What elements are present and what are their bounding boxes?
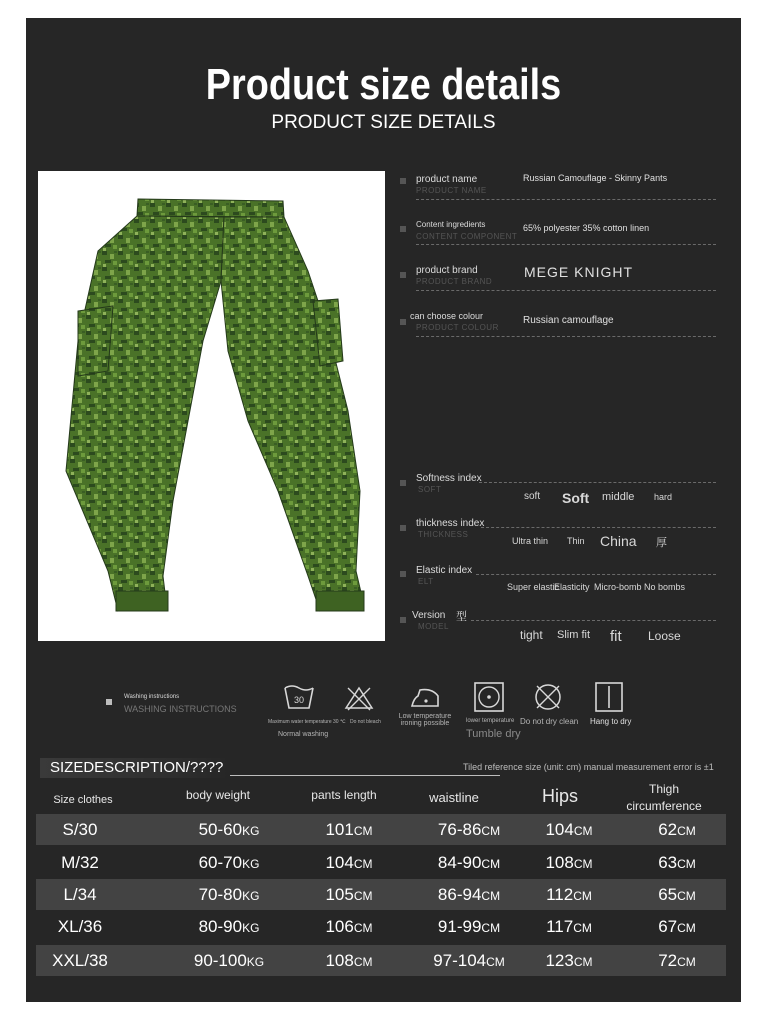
cell-unit: CM — [481, 921, 501, 935]
table-row — [36, 911, 726, 942]
cell-value: 72 — [658, 951, 678, 970]
col-header-circumference: circumference — [626, 799, 702, 813]
cell-value: XXL/38 — [52, 951, 108, 970]
elastic-option-selected: Micro-bomb — [594, 582, 642, 592]
index-label: Version — [412, 610, 446, 621]
washing-text: lower temperature — [466, 718, 515, 724]
bullet — [400, 272, 406, 278]
spec-label: product name — [416, 174, 478, 185]
divider — [416, 199, 716, 200]
bullet — [400, 571, 406, 577]
cell-value: 112 — [546, 885, 574, 904]
table-cell-thigh — [612, 847, 742, 878]
bullet — [400, 319, 406, 325]
cell-value: M/32 — [61, 853, 99, 872]
table-cell-thigh — [612, 879, 742, 910]
cell-value: 63 — [658, 853, 678, 872]
thickness-option: Thin — [567, 536, 585, 546]
cell-value: 67 — [658, 917, 678, 936]
table-cell-weight — [154, 945, 304, 976]
page-subtitle: PRODUCT SIZE DETAILS — [271, 112, 496, 133]
cell-unit: CM — [353, 921, 373, 935]
table-cell-size — [36, 911, 124, 942]
table-cell-weight — [154, 911, 304, 942]
table-row — [36, 814, 726, 845]
spec-ghost: PRODUCT COLOUR — [416, 323, 499, 332]
bullet — [400, 617, 406, 623]
divider — [479, 482, 716, 483]
cell-value: 65 — [658, 885, 678, 904]
table-cell-thigh — [612, 945, 742, 976]
table-row — [36, 879, 726, 910]
cell-unit: CM — [573, 955, 593, 969]
divider — [476, 574, 716, 575]
cell-unit: CM — [353, 824, 373, 838]
cell-unit: CM — [677, 889, 696, 903]
version-option: tight — [520, 628, 543, 642]
spec-ghost: CONTENT COMPONENT — [416, 232, 518, 241]
washing-text: Normal washing — [278, 731, 329, 738]
cell-value: 60-70 — [198, 853, 243, 872]
divider — [471, 620, 716, 621]
cell-value: L/34 — [63, 885, 97, 904]
cell-value: S/30 — [62, 820, 98, 839]
table-cell-size — [36, 879, 124, 910]
cell-value: 101 — [325, 820, 354, 839]
cell-unit: CM — [573, 921, 592, 935]
spec-ghost: PRODUCT NAME — [416, 186, 487, 195]
softness-option-selected: Soft — [562, 490, 590, 506]
cell-unit: CM — [481, 889, 501, 903]
index-ghost: SOFT — [418, 485, 442, 494]
cell-unit: CM — [353, 955, 373, 969]
cell-value: 104 — [545, 820, 574, 839]
cell-unit: CM — [573, 889, 592, 903]
index-label: Softness index — [416, 473, 482, 484]
do-not-bleach-icon — [342, 684, 376, 714]
cell-unit: CM — [677, 857, 696, 871]
col-header-size: Size clothes — [53, 794, 113, 806]
divider — [416, 244, 716, 245]
cell-value: 91-99 — [437, 917, 482, 936]
col-header-length: pants length — [311, 788, 377, 802]
spec-value-colour: Russian camouflage — [523, 315, 614, 326]
index-label: thickness index — [416, 518, 485, 529]
cell-unit: CM — [573, 857, 593, 871]
index-ghost: MODEL — [418, 622, 449, 631]
cell-value: 105 — [325, 885, 354, 904]
spec-ghost: PRODUCT BRAND — [416, 277, 493, 286]
bullet — [106, 699, 112, 705]
do-not-dry-clean-icon — [531, 682, 565, 712]
iron-low-icon — [408, 682, 442, 712]
table-cell-size — [36, 945, 124, 976]
size-description-bar — [40, 758, 230, 778]
cell-value: 123 — [545, 951, 574, 970]
wash-temperature: 30 — [293, 695, 305, 705]
index-label: Elastic index — [416, 565, 473, 576]
bullet — [400, 226, 406, 232]
washing-text: Do not dry clean — [520, 717, 579, 726]
col-header-hips: Hips — [541, 786, 578, 806]
spec-value-name: Russian Camouflage - Skinny Pants — [523, 173, 668, 183]
cell-value: 108 — [545, 853, 574, 872]
tumble-dry-icon — [472, 682, 506, 712]
table-cell-weight — [154, 879, 304, 910]
cell-value: 106 — [325, 917, 354, 936]
table-row — [36, 945, 726, 976]
spec-label: Content ingredients — [416, 220, 486, 229]
table-row — [36, 847, 726, 878]
bullet — [400, 525, 406, 531]
wash-30-icon — [282, 682, 316, 712]
cell-unit: CM — [677, 955, 696, 969]
elastic-option: No bombs — [644, 582, 686, 592]
version-option-selected: fit — [610, 628, 622, 645]
camouflage-pants-image — [38, 171, 385, 641]
cell-value: 86-94 — [437, 885, 482, 904]
cell-unit: CM — [486, 955, 505, 969]
table-cell-weight — [154, 814, 304, 845]
table-cell-thigh — [612, 814, 742, 845]
cell-unit: CM — [481, 857, 501, 871]
hang-to-dry-icon — [592, 682, 626, 712]
cell-value: 76-86 — [437, 820, 482, 839]
divider — [230, 775, 500, 776]
cell-unit: CM — [353, 857, 373, 871]
spec-label: can choose colour — [410, 311, 484, 321]
washing-text: Low temperature ironing possible — [398, 713, 452, 727]
index-ghost: THICKNESS — [418, 530, 469, 539]
washing-ghost: WASHING INSTRUCTIONS — [124, 704, 237, 714]
thickness-option: 厚 — [656, 537, 667, 549]
product-photo — [38, 171, 385, 641]
cell-unit: KG — [242, 889, 260, 903]
bullet — [400, 178, 406, 184]
spec-label: product brand — [416, 265, 478, 276]
washing-text: Tumble dry — [466, 728, 521, 740]
cell-unit: KG — [242, 857, 260, 871]
version-option: Slim fit — [557, 629, 590, 641]
cell-value: 50-60 — [198, 820, 243, 839]
cell-value: XL/36 — [57, 917, 103, 936]
elastic-option: Super elastic — [507, 582, 560, 592]
size-note: Tiled reference size (unit: cm) manual measurement error is ±1 — [463, 762, 714, 772]
cell-value: 108 — [325, 951, 354, 970]
cell-value: 90-100 — [193, 951, 247, 970]
cell-value: 80-90 — [198, 917, 243, 936]
softness-option: hard — [654, 492, 673, 502]
divider — [416, 336, 716, 337]
cell-value: 104 — [325, 853, 354, 872]
softness-option: soft — [524, 491, 541, 502]
washing-text: Do not bleach — [350, 719, 381, 725]
index-label-extra: 型 — [456, 611, 467, 623]
cell-unit: KG — [246, 955, 265, 969]
divider — [481, 527, 716, 528]
thickness-option: Ultra thin — [512, 536, 549, 546]
cell-value: 84-90 — [437, 853, 482, 872]
col-header-weight: body weight — [185, 788, 251, 802]
cell-unit: CM — [677, 921, 696, 935]
spec-value-brand: MEGE KNIGHT — [524, 264, 634, 280]
table-cell-size — [36, 847, 124, 878]
table-cell-size — [36, 814, 124, 845]
cell-unit: CM — [573, 824, 593, 838]
elastic-option: Elasticity — [554, 582, 590, 592]
washing-text: Hang to dry — [590, 717, 632, 726]
cell-unit: KG — [242, 921, 260, 935]
col-header-waist: waistline — [429, 790, 479, 805]
cell-value: 70-80 — [198, 885, 243, 904]
index-ghost: ELT — [418, 577, 434, 586]
cell-unit: CM — [677, 824, 696, 838]
product-detail-panel — [26, 18, 741, 1002]
table-cell-thigh — [612, 911, 742, 942]
washing-text: Maximum water temperature 30 ℃ — [268, 719, 346, 725]
divider — [416, 290, 716, 291]
cell-unit: CM — [481, 824, 501, 838]
version-option: Loose — [648, 629, 681, 643]
thickness-option-selected: China — [600, 533, 637, 549]
cell-value: 97-104 — [433, 951, 487, 970]
bullet — [400, 480, 406, 486]
cell-value: 117 — [546, 917, 574, 936]
washing-label: Washing instructions — [124, 694, 180, 700]
cell-value: 62 — [658, 820, 678, 839]
cell-unit: KG — [242, 824, 260, 838]
table-cell-weight — [154, 847, 304, 878]
softness-option: middle — [602, 491, 635, 503]
page-title: Product size details — [205, 60, 562, 109]
col-header-thigh: Thigh — [648, 782, 680, 796]
size-description-title: SIZEDESCRIPTION/???? — [50, 759, 224, 776]
cell-unit: CM — [353, 889, 373, 903]
spec-value-content: 65% polyester 35% cotton linen — [523, 223, 650, 233]
